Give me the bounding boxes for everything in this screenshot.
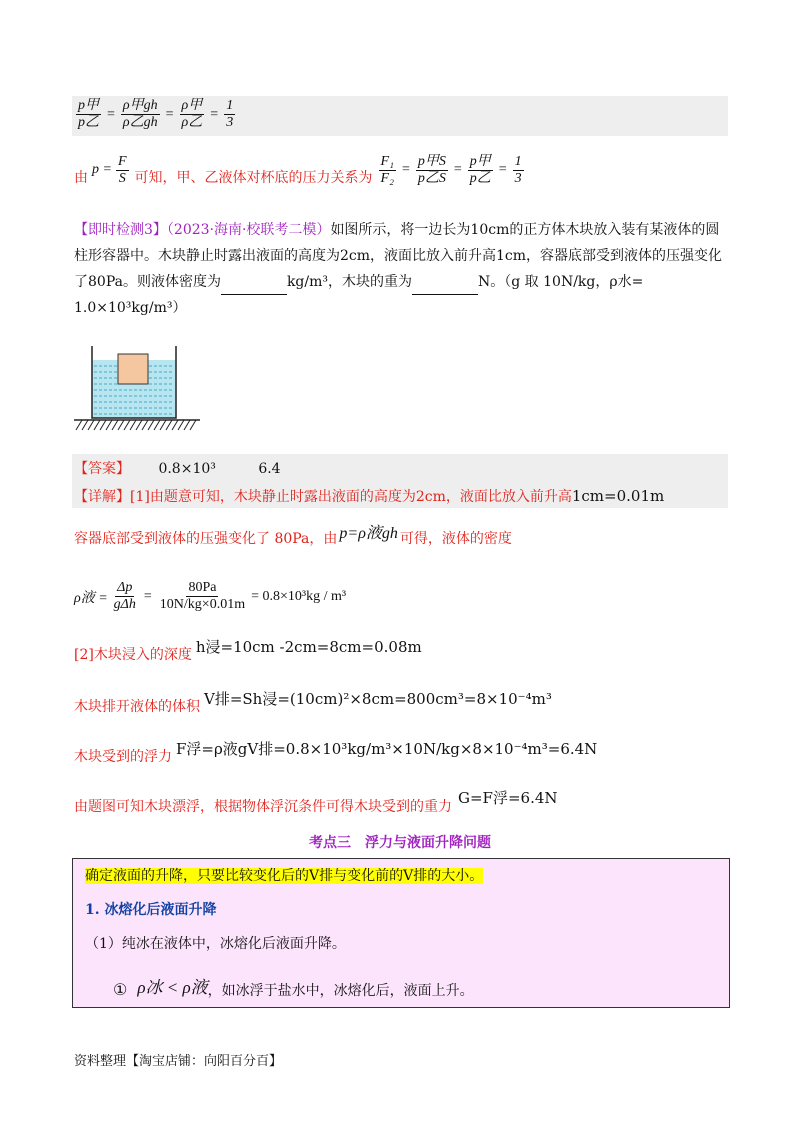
- blank-weight[interactable]: [412, 294, 478, 295]
- item-number: ①: [113, 980, 128, 999]
- ground-hatch: [76, 420, 196, 430]
- answer-value-2: 6.4: [258, 461, 281, 477]
- section-title: 考点三 浮力与液面升降问题: [309, 835, 491, 851]
- wooden-block: [118, 354, 148, 384]
- detail-l4-formula: V排=Sh浸=(10cm)²×8cm=800cm³=8×10⁻⁴m³: [204, 689, 552, 708]
- box-paragraph: （1）纯冰在液体中，冰熔化后液面升降。: [85, 936, 346, 952]
- detail-line-3: [2]木块浸入的深度 h浸=10cm -2cm=8cm=0.08m: [74, 637, 422, 663]
- detail-line-1: 【详解】[1]由题意可知，木块静止时露出液面的高度为2cm，液面比放入前升高1cm=0.01m: [74, 487, 665, 505]
- blank-density[interactable]: [221, 294, 287, 295]
- box-intro: 确定液面的升降，只要比较变化后的V排与变化前的V排的大小。: [85, 868, 484, 884]
- question-unit2: N。（g 取 10N/kg，ρ水=: [478, 274, 644, 290]
- container-figure: [74, 346, 200, 432]
- detail-l5-formula: F浮=ρ液gV排=0.8×10³kg/m³×10N/kg×8×10⁻⁴m³=6.4N: [176, 739, 598, 758]
- density-equation: ρ液 = $\frac{\Delta p}{\text{gΔh}}$ = $\frac{80Pa}{10N/kg\times 0.01m}$ = 0.8×10³kg / m³: [74, 580, 347, 612]
- force-ratio-line: [74, 150, 526, 190]
- detail-line-6: 由题图可知木块漂浮，根据物体浮沉条件可得木块受到的重力 G=F浮=6.4N: [74, 788, 558, 815]
- question-paragraph: [74, 217, 728, 321]
- line2-prefix: 由: [74, 170, 88, 186]
- detail-label: 【详解】: [74, 489, 130, 505]
- question-water-density: 1.0×10³kg/m³）: [74, 300, 187, 316]
- line2-text: 可知，甲、乙液体对杯底的压力关系为: [134, 170, 373, 186]
- answer-value-1: 0.8×10³: [158, 461, 216, 477]
- detail-l1-value: 1cm=0.01m: [571, 487, 665, 505]
- detail-line-4: 木块排开液体的体积 V排=Sh浸=(10cm)²×8cm=800cm³=8×10⁻⁴m³: [74, 689, 552, 715]
- question-tag: 【即时检测3】（2023·海南·校联考二模）: [74, 222, 331, 238]
- question-text: 如图所示，将一边长为10cm的正方体木块放入装有某液体的圆柱形容器中。木块静止时露出液面的高度为2cm，液面比放入前升高1cm，容器底部受到液体的压强变化了80Pa。则液体密度为: [74, 222, 723, 290]
- question-unit1: kg/m³，木块的重为: [286, 274, 413, 290]
- detail-l3-formula: h浸=10cm -2cm=8cm=0.08m: [195, 637, 422, 656]
- answer-label: 【答案】: [74, 461, 130, 477]
- box-item-1: [113, 977, 474, 1002]
- force-ratio-equation: $\frac{\text{F₁}}{\text{F₂}}$ = $\frac{\text{p甲S}}{\text{p乙S}}$ = $\frac{\text{p甲}}{\text{p乙}}$ = $\frac{1}{3}$: [380, 153, 522, 186]
- detail-line-2: 容器底部受到液体的压强变化了 80Pa，由 p=ρ液gh 可得，液体的密度: [74, 526, 512, 549]
- footer: 资料整理【淘宝店铺：向阳百分百】: [74, 1054, 283, 1069]
- pressure-formula: p = $\frac{F}{S}$: [92, 153, 127, 186]
- answer-line: [74, 458, 281, 478]
- key-point-box: [72, 858, 730, 1008]
- detail-line-5: 木块受到的浮力 F浮=ρ液gV排=0.8×10³kg/m³×10N/kg×8×10⁻⁴m³=6.4N: [74, 739, 598, 765]
- detail-l6-formula: G=F浮=6.4N: [458, 788, 558, 807]
- item-formula: ρ冰 < ρ液: [137, 978, 208, 997]
- item-text: ，如冰浮于盐水中，冰熔化后，液面上升。: [207, 982, 474, 999]
- pressure-ratio-equation: $\frac{\text{p甲}}{\text{p乙}}$ = $\frac{\text{ρ甲gh}}{\text{ρ乙gh}}$ = $\frac{\text{ρ甲}}{\text{ρ乙}}$ = $\frac{1}{3}$: [78, 98, 234, 130]
- box-heading: 1. 冰熔化后液面升降: [85, 902, 217, 918]
- detail-l2-formula: p=ρ液gh: [339, 525, 398, 542]
